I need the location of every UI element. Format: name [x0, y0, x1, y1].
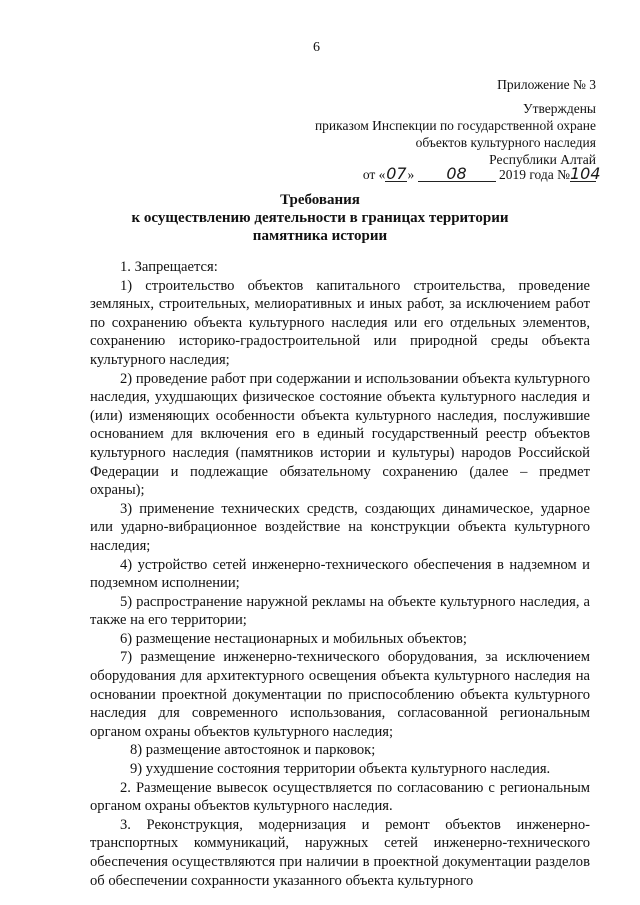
date-mid: »: [407, 167, 415, 182]
paragraph: 1) строительство объектов капитального строительства, проведение земляных, строительных, мелиоративных и иных работ, за исключением работ по сохранению объекта культурного наследия или его отдельных элементов, сохранению историко-градостроительной или природной среды объекта культурного наследия;: [90, 277, 590, 368]
paragraph: 8) размещение автостоянок и парковок;: [130, 742, 376, 759]
date-day: 07: [386, 164, 407, 183]
paragraph: 3. Реконструкция, модернизация и ремонт объектов инженерно-транспортных коммуникаций, наружных сетей инженерно-технического обеспечения осуществляются при наличии в проектной документации разделов об обеспечении сохранности указанного объекта культурного: [90, 816, 590, 889]
paragraph: 6) размещение нестационарных и мобильных объектов;: [120, 630, 467, 647]
paragraph: 2) проведение работ при содержании и использовании объекта культурного наследия, ухудшающих физическое состояние объекта культурного наследия и (или) изменяющих особенности объекта культурного наследия, послужившие основанием для включения его в единый государственный реестр объектов культурного наследия (памятников истории и культуры) народов Российской Федерации и подлежащие обязательному сохранению (далее – предмет охраны);: [90, 370, 590, 499]
date-prefix: от «: [362, 167, 386, 182]
date-month: 08: [418, 167, 496, 182]
paragraph: 3) применение технических средств, создающих динамическое, ударное или ударно-вибрационное воздействие на конструкции объекта культурного наследия;: [90, 500, 590, 554]
approval-date-line: [362, 164, 601, 183]
order-number: 104: [570, 164, 601, 183]
paragraph: 7) размещение инженерно-технического оборудования, за исключением оборудования для архитектурного освещения объекта культурного наследия на основании проектной документации по приспособлению объекта культурного наследия для современного использования, согласованной региональным органом охраны объектов культурного наследия;: [90, 649, 590, 740]
page-number: 6: [313, 40, 320, 55]
document-body: [90, 258, 590, 890]
approval-line-1: Утверждены: [523, 101, 596, 116]
approval-line-3: объектов культурного наследия: [415, 135, 596, 150]
appendix-label: Приложение № 3: [497, 77, 596, 92]
title-line-1: Требования: [280, 192, 360, 208]
paragraph: 9) ухудшение состояния территории объекта культурного наследия.: [130, 761, 551, 778]
paragraph: 5) распространение наружной рекламы на объекте культурного наследия, а также на его территории;: [90, 593, 590, 629]
date-suffix: 2019 года №: [498, 167, 570, 182]
approval-line-2: приказом Инспекции по государственной охране: [314, 118, 596, 133]
title-line-2: к осуществлению деятельности в границах территории: [131, 210, 509, 226]
approval-line-4: Республики Алтай: [489, 152, 596, 167]
paragraph: 4) устройство сетей инженерно-технического обеспечения в надземном и подземном исполнении;: [90, 556, 590, 592]
paragraph: 1. Запрещается:: [120, 259, 218, 275]
paragraph: 2. Размещение вывесок осуществляется по согласованию с региональным органом охраны объектов культурного наследия.: [90, 779, 590, 815]
title-line-3: памятника истории: [252, 228, 388, 244]
